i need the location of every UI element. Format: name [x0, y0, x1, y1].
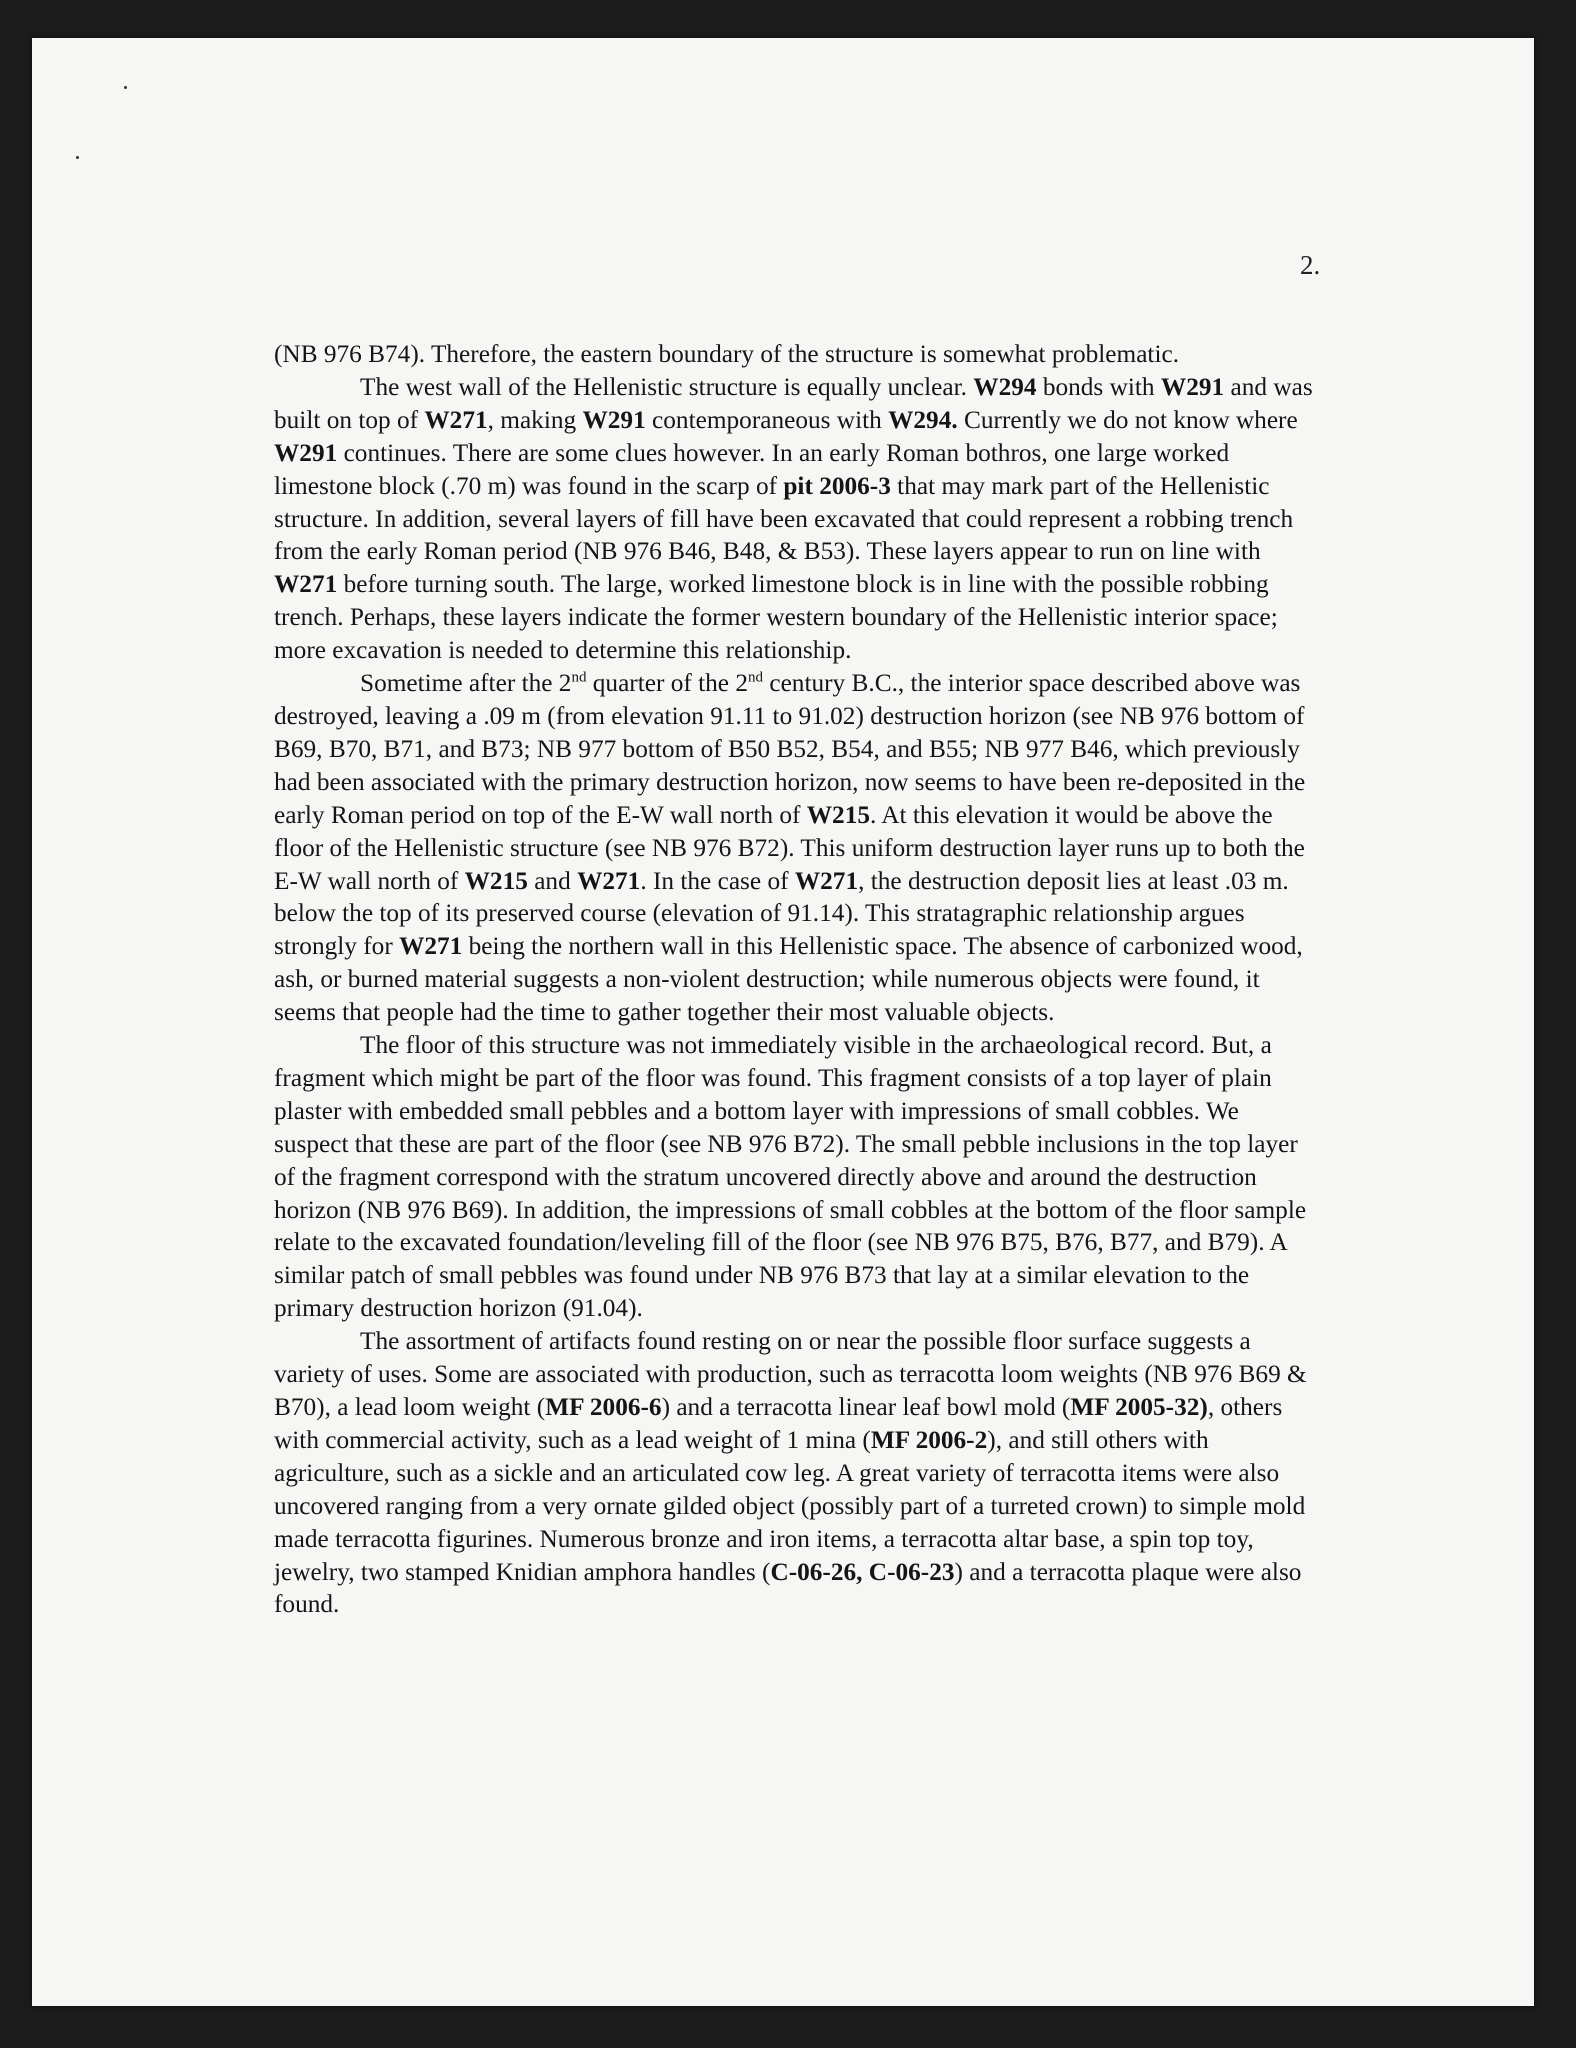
- bold-reference: W294.: [888, 405, 958, 434]
- text-run: , making: [487, 405, 583, 434]
- text-run: bonds with: [1036, 372, 1161, 401]
- body-text: [274, 338, 1319, 1621]
- text-run: being the northern wall in this Hellenistic space. The absence of carbonized wood, ash, or burned material suggests a non-violent destruction; while numerous objects were found, it seems that people had the time to gather together their most valuable objects.: [274, 932, 1303, 1027]
- text-run: and was built on top of: [274, 372, 1313, 434]
- text-run: ), and still others with agriculture, such as a sickle and an articulated cow leg. A great variety of terracotta items were also uncovered ranging from a very ornate gilded object (possibly part of a turreted crown) to simple mold made terracotta figurines. Numerous bronze and iron items, a terracotta altar base, a spin top toy, jewelry, two stamped Knidian amphora handles (: [274, 1425, 1306, 1586]
- bold-reference: W294: [973, 372, 1037, 401]
- bold-reference: W271: [399, 932, 463, 961]
- bold-reference: pit 2006-3: [783, 471, 891, 500]
- text-run: The floor of this structure was not immediately visible in the archaeological record. But, a fragment which might be part of the floor was found. This fragment consists of a top layer of plain plaster with embedded small pebbles and a bottom layer with impressions of small cobbles. We suspect that these are part of the floor (see NB 976 B72). The small pebble inclusions in the top layer of the fragment correspond with the stratum uncovered directly above and around the destruction horizon (NB 976 B69). In addition, the impressions of small cobbles at the bottom of the floor sample relate to the excavated foundation/leveling fill of the floor (see NB 976 B75, B76, B77, and B79). A similar patch of small pebbles was found under NB 976 B73 that lay at a similar elevation to the primary destruction horizon (91.04).: [274, 1031, 1307, 1323]
- text-run: Sometime after the 2: [360, 669, 572, 698]
- bold-reference: W291: [1160, 372, 1225, 401]
- bold-reference: W215: [806, 800, 870, 829]
- text-run: , others with commercial activity, such as a lead weight of 1 mina (: [274, 1393, 1283, 1454]
- ordinal-suffix: nd: [571, 669, 587, 686]
- text-run: The assortment of artifacts found resting on or near the possible floor surface suggests a variety of uses. Some are associated with production, such as terracotta loom weights (NB 976 B69 & B70), a lead loom weight (: [274, 1327, 1307, 1421]
- bold-reference: W215: [464, 866, 528, 895]
- bold-reference: W271: [274, 570, 338, 599]
- scan-speck: [124, 86, 127, 89]
- text-run: ) and a terracotta linear leaf bowl mold (: [661, 1393, 1071, 1421]
- text-run: and: [527, 866, 578, 895]
- bold-reference: W291: [582, 405, 646, 434]
- bold-reference: W271: [794, 866, 859, 895]
- text-run: . At this elevation it would be above the floor of the Hellenistic structure (see NB 976 B72). This uniform destruction layer runs up to both the E-W wall north of: [274, 800, 1305, 895]
- text-run: (NB 976 B74). Therefore, the eastern boundary of the structure is somewhat problematic.: [274, 340, 1180, 368]
- paragraph: [274, 371, 1319, 667]
- text-run: , the destruction deposit lies at least .03 m. below the top of its preserved course (elevation of 91.14). This stratagraphic relationship argues strongly for: [274, 866, 1289, 961]
- bold-reference: W271: [577, 866, 641, 895]
- text-run: . In the case of: [640, 866, 795, 895]
- text-run: century B.C., the interior space described above was destroyed, leaving a .09 m (from elevation 91.11 to 91.02) destruction horizon (see NB 976 bottom of B69, B70, B71, and B73; NB 977 bottom of B50 B52, B54, and B55; NB 977 B46, which previously had been associated with the primary destruction horizon, now seems to have been re-deposited in the early Roman period on top of the E-W wall north of: [274, 669, 1306, 829]
- paragraph: [274, 667, 1319, 1029]
- bold-reference: W271: [424, 405, 488, 434]
- document-page: [32, 38, 1534, 2006]
- text-run: contemporaneous with: [645, 405, 889, 434]
- text-run: Currently we do not know where: [957, 405, 1298, 434]
- page-number: 2.: [1300, 250, 1321, 280]
- bold-reference: MF 2005-32): [1070, 1393, 1208, 1421]
- scan-speck: [76, 156, 79, 159]
- paragraph: [274, 338, 1319, 371]
- ordinal-suffix: nd: [748, 669, 764, 686]
- bold-reference: C-06-26, C-06-23: [770, 1557, 955, 1586]
- bold-reference: W291: [274, 438, 338, 467]
- paragraph: [274, 1325, 1319, 1621]
- text-run: before turning south. The large, worked limestone block is in line with the possible robbing trench. Perhaps, these layers indicate the former western boundary of the Hellenistic interior space; more excavation is needed to determine this relationship.: [274, 570, 1278, 665]
- text-run: continues. There are some clues however. In an early Roman bothros, one large worked limestone block (.70 m) was found in the scarp of: [274, 438, 1230, 500]
- text-run: that may mark part of the Hellenistic structure. In addition, several layers of fill have been excavated that could represent a robbing trench from the early Roman period (NB 976 B46, B48, & B53). These layers appear to run on line with: [274, 471, 1294, 566]
- text-run: The west wall of the Hellenistic structure is equally unclear.: [360, 372, 974, 401]
- text-run: ) and a terracotta plaque were also found.: [274, 1557, 1302, 1619]
- bold-reference: MF 2006-6: [545, 1393, 662, 1421]
- paragraph: [274, 1029, 1319, 1325]
- bold-reference: MF 2006-2: [870, 1425, 988, 1454]
- text-run: quarter of the 2: [586, 669, 749, 698]
